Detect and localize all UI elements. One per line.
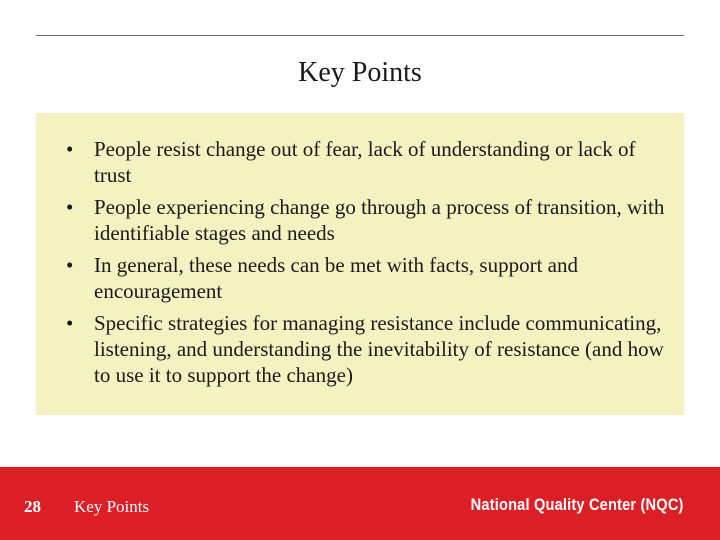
footer-section-label: Key Points	[74, 497, 150, 516]
bullet-icon: •	[66, 195, 74, 219]
bullet-text: People experiencing change go through a process of transition, with identifiable stages and needs	[94, 195, 665, 245]
bullet-text: People resist change out of fear, lack of understanding or lack of trust	[94, 137, 636, 187]
bullet-icon: •	[66, 311, 74, 335]
top-divider	[36, 35, 684, 36]
bullet-item	[66, 252, 666, 304]
bullet-icon: •	[66, 137, 74, 161]
bullet-text: In general, these needs can be met with facts, support and encouragement	[94, 253, 578, 303]
footer-bar	[0, 467, 720, 540]
bullet-item	[66, 310, 666, 388]
bullet-text: Specific strategies for managing resistance include communicating, listening, and understanding the inevitability of resistance (and how to use it to support the change)	[94, 311, 664, 387]
key-points-box	[36, 113, 684, 415]
bullet-list	[66, 136, 666, 394]
bullet-icon: •	[66, 253, 74, 277]
page-number: 28	[24, 497, 41, 516]
bullet-item	[66, 136, 666, 188]
organization-logo: National Quality Center (NQC)	[471, 495, 684, 514]
bullet-item	[66, 194, 666, 246]
slide-title: Key Points	[298, 57, 422, 88]
